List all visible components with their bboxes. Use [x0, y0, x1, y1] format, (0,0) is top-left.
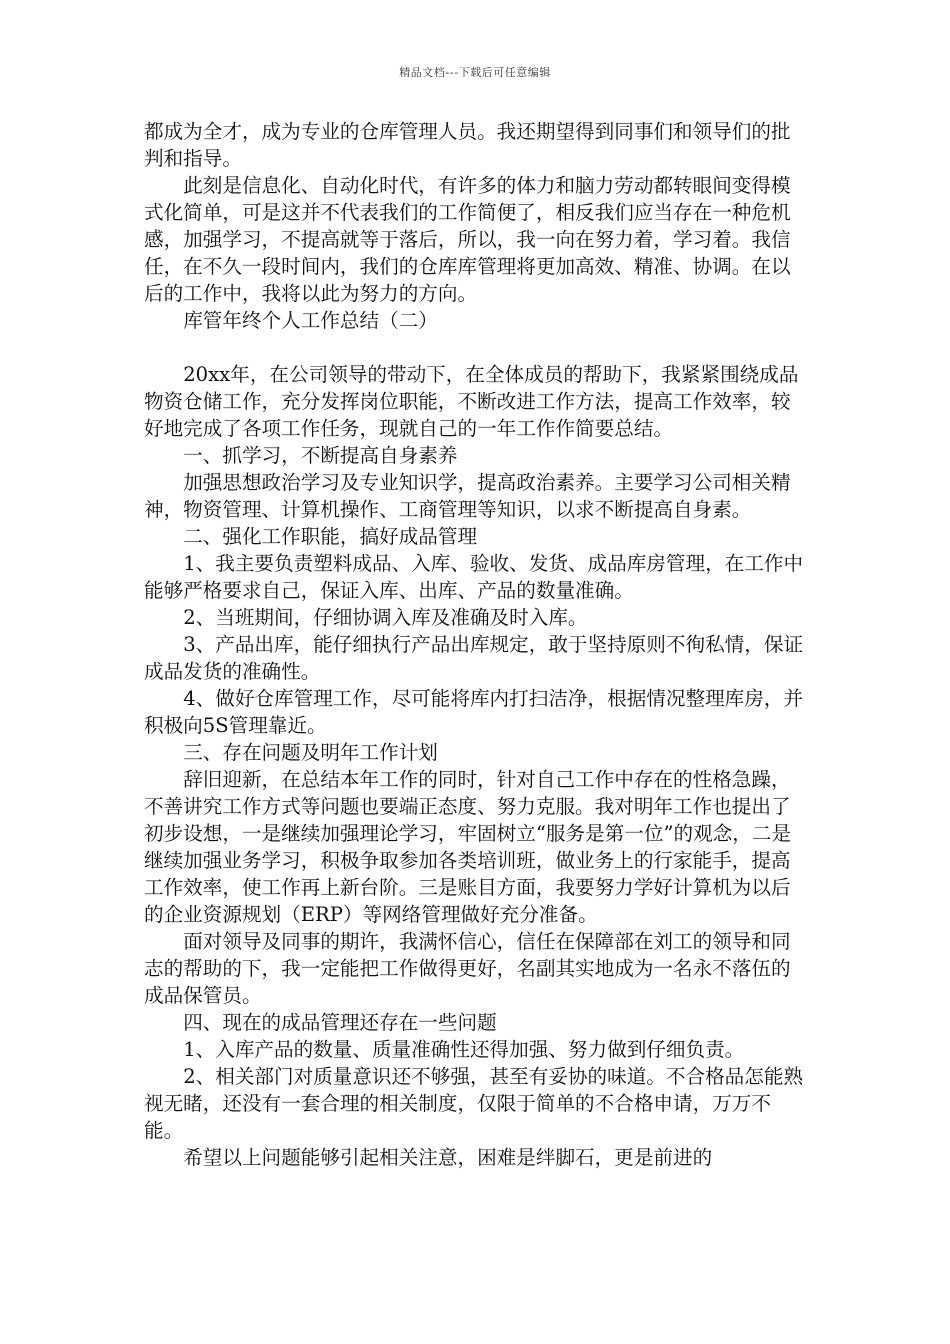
paragraph: 都成为全才，成为专业的仓库管理人员。我还期望得到同事们和领导们的批判和指导。 — [144, 120, 791, 170]
list-item: 1、我主要负责塑料成品、入库、验收、发货、成品库房管理，在工作中能够严格要求自己，保证入库、出库、产品的数量准确。 — [144, 552, 804, 602]
section-title: 库管年终个人工作总结（二） — [183, 309, 438, 332]
paragraph: 辞旧迎新，在总结本年工作的同时，针对自己工作中存在的性格急躁，不善讲究工作方式等问题也要端正态度、努力克服。我对明年工作也提出了初步设想，一是继续加强理论学习，牢固树立“服务是第一位”的观念，二是继续加强业务学习，积极争取参加各类培训班，做业务上的行家能手，提高工作效率，使工作再上新台阶。三是账目方面，我要努力学好计算机为以后的企业资源规划（ERP）等网络管理做好充分准备。 — [144, 768, 792, 926]
paragraph: 加强思想政治学习及专业知识学，提高政治素养。主要学习公司相关精神，物资管理、计算机操作、工商管理等知识，以求不断提高自身素。 — [144, 471, 791, 521]
section-heading: 四、现在的成品管理还存在一些问题 — [183, 1011, 497, 1034]
document-body — [144, 118, 809, 1171]
list-item: 2、相关部门对质量意识还不够强，甚至有妥协的味道。不合格品怎能熟视无睹，还没有一套合理的相关制度，仅限于简单的不合格申请，万万不能。 — [144, 1065, 804, 1142]
list-item: 4、做好仓库管理工作，尽可能将库内打扫洁净，根据情况整理库房，并积极向5S管理靠近。 — [144, 687, 804, 737]
section-heading: 三、存在问题及明年工作计划 — [183, 741, 438, 764]
list-item: 3、产品出库，能仔细执行产品出库规定，敢于坚持原则不徇私情，保证成品发货的准确性。 — [144, 633, 804, 683]
paragraph: 此刻是信息化、自动化时代，有许多的体力和脑力劳动都转眼间变得模式化简单，可是这并不代表我们的工作简便了，相反我们应当存在一种危机感，加强学习，不提高就等于落后，所以，我一向在努力着，学习着。我信任，在不久一段时间内，我们的仓库库管理将更加高效、精准、协调。在以后的工作中，我将以此为努力的方向。 — [144, 174, 791, 305]
page-header: 精品文档---下载后可任意编辑 — [399, 66, 551, 79]
blank-line — [144, 334, 809, 361]
paragraph: 希望以上问题能够引起相关注意，困难是绊脚石，更是前进的 — [183, 1146, 713, 1169]
section-heading: 一、抓学习，不断提高自身素养 — [183, 444, 458, 467]
section-heading: 二、强化工作职能，搞好成品管理 — [183, 525, 478, 548]
list-item: 1、入库产品的数量、质量准确性还得加强、努力做到仔细负责。 — [183, 1038, 745, 1061]
list-item: 2、当班期间，仔细协调入库及准确及时入库。 — [183, 606, 588, 629]
paragraph: 面对领导及同事的期许，我满怀信心，信任在保障部在刘工的领导和同志的帮助的下，我一定能把工作做得更好，名副其实地成为一名永不落伍的成品保管员。 — [144, 930, 791, 1007]
paragraph: 20xx年，在公司领导的带动下，在全体成员的帮助下，我紧紧围绕成品物资仓储工作，充分发挥岗位职能，不断改进工作方法，提高工作效率，较好地完成了各项工作任务，现就自己的一年工作作简要总结。 — [144, 363, 799, 440]
